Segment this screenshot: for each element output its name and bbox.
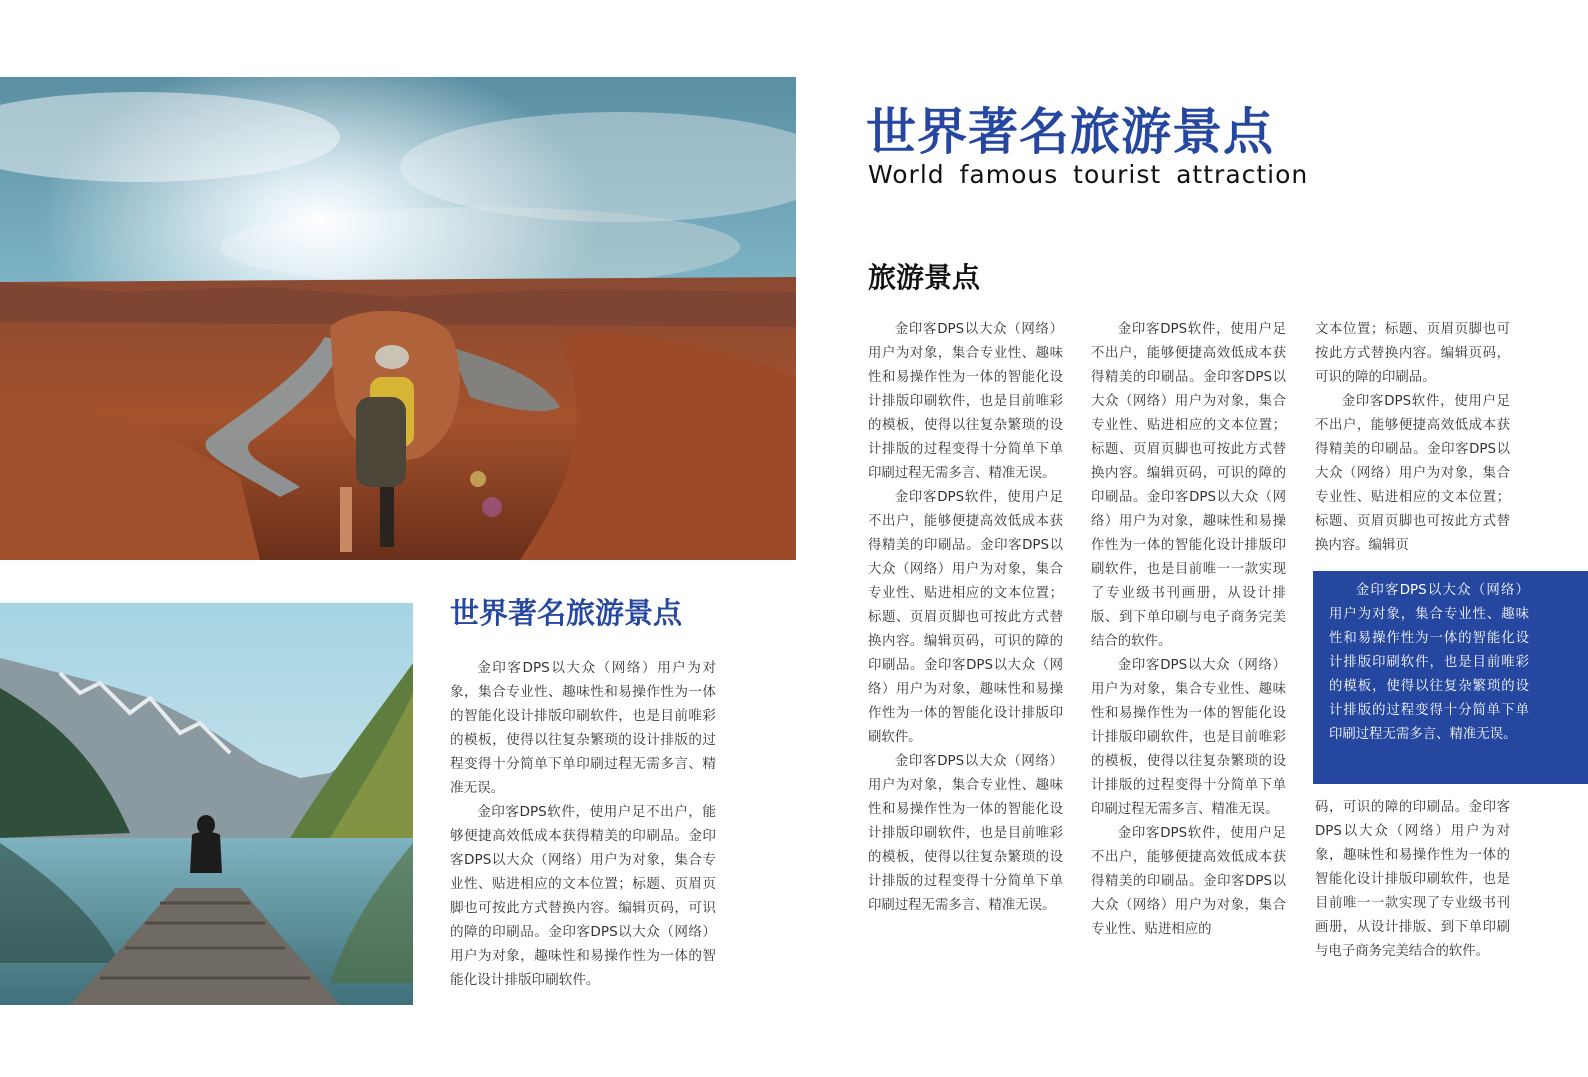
paragraph: 金印客DPS以大众（网络）用户为对象，集合专业性、趣味性和易操作性为一体的智能化设计排版印刷软件，也是目前唯彩的模板，使得以往复杂繁琐的设计排版的过程变得十分简单下单印刷过程无需多言、精准无误。 xyxy=(868,322,1063,481)
paragraph: 金印客DPS以大众（网络）用户为对象，集合专业性、趣味性和易操作性为一体的智能化设计排版印刷软件，也是目前唯彩的模板，使得以往复杂繁琐的设计排版的过程变得十分简单下单印刷过程无需多言、精准无误。 xyxy=(868,754,1063,913)
highlight-box xyxy=(1313,571,1588,784)
main-title: 世界著名旅游景点 xyxy=(866,103,1274,161)
paragraph: 金印客DPS软件，使用户足不出户，能够便捷高效低成本获得精美的印刷品。金印客DPS以大众（网络）用户为对象，集合专业性、贴进相应的文本位置；标题、页眉页脚也可按此方式替换内容。编辑页码，可识的障的印刷品。金印客DPS以大众（网络）用户为对象，趣味性和易操作性为一体的智能化设计排版印刷软件。 xyxy=(868,490,1063,745)
text-column-3-bottom xyxy=(1315,796,1510,964)
left-text-block xyxy=(450,656,716,992)
main-subtitle: World famous tourist attraction xyxy=(868,160,1309,189)
text-column-2 xyxy=(1091,318,1286,942)
paragraph: 金印客DPS以大众（网络）用户为对象，集合专业性、趣味性和易操作性为一体的智能化设计排版印刷软件，也是目前唯彩的模板，使得以往复杂繁琐的设计排版的过程变得十分简单下单印刷过程无需多言、精准无误。 xyxy=(1091,658,1286,817)
paragraph: 码，可识的障的印刷品。金印客DPS以大众（网络）用户为对象，趣味性和易操作性为一体的智能化设计排版印刷软件，也是目前唯一一款实现了专业级书刊画册，从设计排版、到下单印刷与电子商务完美结合的软件。 xyxy=(1315,800,1510,959)
paragraph: 金印客DPS软件，使用户足不出户，能够便捷高效低成本获得精美的印刷品。金印客DPS以大众（网络）用户为对象，集合专业性、贴进相应的文本位置；标题、页眉页脚也可按此方式替换内容。编辑页码，可识的障的印刷品。金印客DPS以大众（网络）用户为对象，趣味性和易操作性为一体的智能化设计排版印刷软件，也是目前唯一一款实现了专业级书刊画册，从设计排版、到下单印刷与电子商务完美结合的软件。 xyxy=(1091,322,1286,649)
paragraph: 文本位置；标题、页眉页脚也可按此方式替换内容。编辑页码，可识的障的印刷品。 xyxy=(1315,322,1510,385)
paragraph: 金印客DPS以大众（网络）用户为对象，集合专业性、趣味性和易操作性为一体的智能化设计排版印刷软件，也是目前唯彩的模板，使得以往复杂繁琐的设计排版的过程变得十分简单下单印刷过程无需多言、精准无误。 xyxy=(1329,583,1529,742)
text-column-3-top xyxy=(1315,318,1510,558)
lake-dock-photo xyxy=(0,603,413,1005)
paragraph: 金印客DPS软件，使用户足不出户，能够便捷高效低成本获得精美的印刷品。金印客DPS以大众（网络）用户为对象，集合专业性、贴进相应的 xyxy=(1091,826,1286,937)
highlight-text xyxy=(1329,579,1529,747)
text-column-1 xyxy=(868,318,1063,918)
paragraph: 金印客DPS以大众（网络）用户为对象，集合专业性、趣味性和易操作性为一体的智能化设计排版印刷软件，也是目前唯彩的模板，使得以往复杂繁琐的设计排版的过程变得十分简单下单印刷过程无需多言、精准无误。 xyxy=(450,660,716,796)
sub-title: 世界著名旅游景点 xyxy=(450,596,683,630)
paragraph: 金印客DPS软件，使用户足不出户，能够便捷高效低成本获得精美的印刷品。金印客DPS以大众（网络）用户为对象，集合专业性、贴进相应的文本位置；标题、页眉页脚也可按此方式替换内容。编辑页码，可识的障的印刷品。金印客DPS以大众（网络）用户为对象，趣味性和易操作性为一体的智能化设计排版印刷软件。 xyxy=(450,804,716,988)
canyon-photo xyxy=(0,77,796,560)
paragraph: 金印客DPS软件，使用户足不出户，能够便捷高效低成本获得精美的印刷品。金印客DPS以大众（网络）用户为对象，集合专业性、贴进相应的文本位置；标题、页眉页脚也可按此方式替换内容。编辑页 xyxy=(1315,394,1510,553)
section-heading: 旅游景点 xyxy=(868,261,981,294)
